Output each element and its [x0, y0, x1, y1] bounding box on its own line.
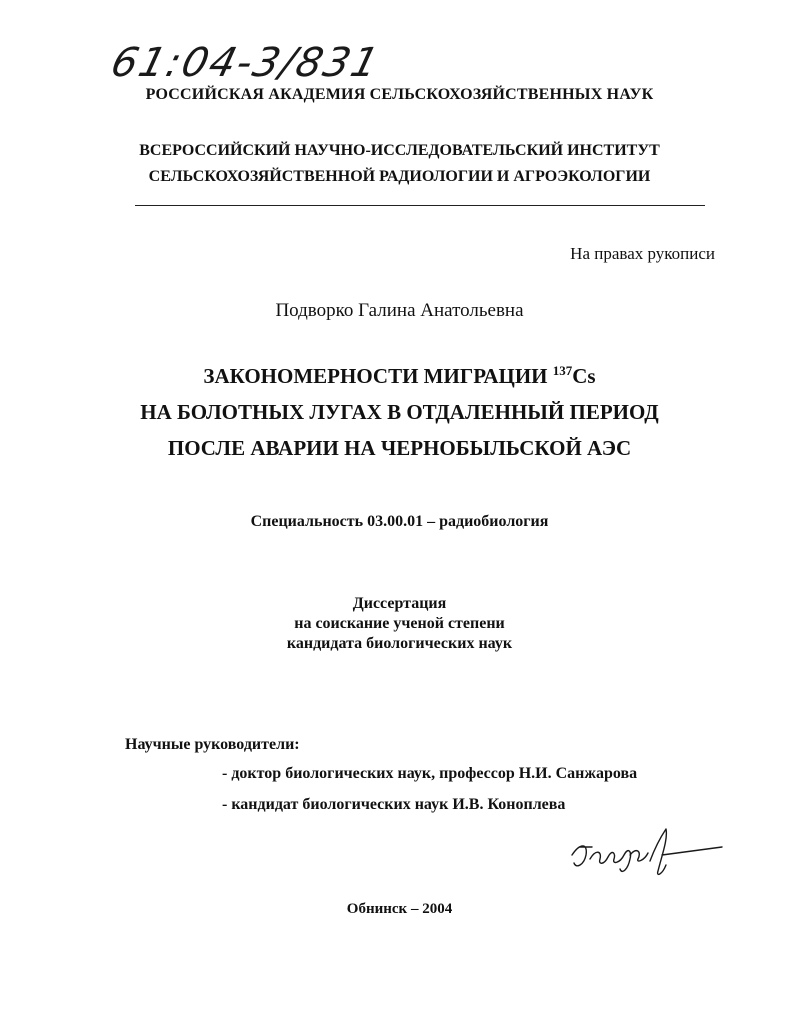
rights-note: На правах рукописи: [570, 244, 715, 263]
handwritten-signature: [566, 825, 726, 885]
title-line2: НА БОЛОТНЫХ ЛУГАХ В ОТДАЛЕННЫЙ ПЕРИОД: [140, 400, 659, 424]
institute-name-line2: СЕЛЬСКОХОЗЯЙСТВЕННОЙ РАДИОЛОГИИ И АГРОЭКОЛОГИИ: [148, 168, 651, 185]
supervisors-heading: Научные руководители:: [125, 736, 300, 753]
isotope-mass-number: 137: [552, 363, 573, 378]
header-divider: [135, 205, 705, 206]
author-name: Подворко Галина Анатольевна: [275, 300, 524, 321]
city-year: Обнинск – 2004: [346, 901, 453, 917]
institute-name-line1: ВСЕРОССИЙСКИЙ НАУЧНО-ИССЛЕДОВАТЕЛЬСКИЙ ИНСТИТУТ: [139, 142, 660, 159]
isotope-symbol: Cs: [572, 364, 596, 388]
supervisor-item: - кандидат биологических наук И.В. Коноплева: [222, 796, 566, 813]
title-line3: ПОСЛЕ АВАРИИ НА ЧЕРНОБЫЛЬСКОЙ АЭС: [167, 436, 632, 460]
dissertation-line2: на соискание ученой степени: [294, 615, 505, 632]
institute-name: [0, 138, 799, 190]
title-line1: [0, 358, 799, 394]
dissertation-degree: [0, 594, 799, 654]
dissertation-line1: Диссертация: [352, 595, 447, 612]
academy-name: РОССИЙСКАЯ АКАДЕМИЯ СЕЛЬСКОХОЗЯЙСТВЕННЫХ НАУК: [145, 86, 654, 103]
supervisor-item: - доктор биологических наук, профессор Н.И. Санжарова: [222, 765, 638, 782]
dissertation-line3: кандидата биологических наук: [286, 635, 513, 652]
dissertation-title: [0, 358, 799, 466]
specialty: Специальность 03.00.01 – радиобиология: [250, 513, 549, 530]
title-line1-text: ЗАКОНОМЕРНОСТИ МИГРАЦИИ: [203, 364, 553, 388]
handwritten-code: 61:04-3/831: [106, 40, 385, 86]
